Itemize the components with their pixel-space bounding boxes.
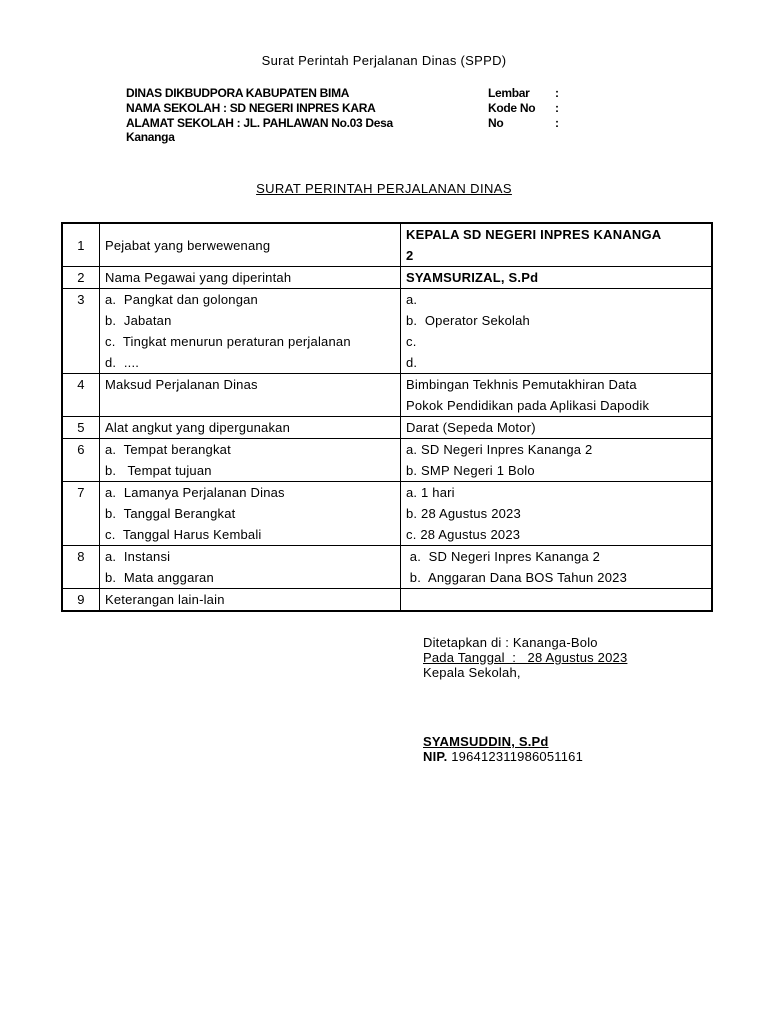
row-field-label: [100, 267, 401, 289]
signature-position: Kepala Sekolah,: [423, 665, 521, 680]
row-field-label: [100, 417, 401, 439]
row-number: 6: [62, 439, 100, 482]
table-row: [62, 589, 712, 612]
lembar-label: Lembar: [488, 86, 530, 100]
header-school-name: NAMA SEKOLAH : SD NEGERI INPRES KARA: [126, 101, 376, 115]
field-value-line: [406, 589, 706, 610]
row-field-value: [401, 267, 713, 289]
row-field-value: [401, 482, 713, 546]
field-label-line: Keterangan lain-lain: [105, 592, 225, 607]
field-value-line: KEPALA SD NEGERI INPRES KANANGA: [406, 227, 662, 242]
sppd-table: [61, 222, 713, 612]
document-title: Surat Perintah Perjalanan Dinas (SPPD): [261, 53, 507, 68]
row-field-value: [401, 439, 713, 482]
row-field-value: [401, 546, 713, 589]
table-row: [62, 289, 712, 374]
field-label-line: a. Instansi: [105, 549, 171, 564]
row-field-label: [100, 374, 401, 417]
row-number: 8: [62, 546, 100, 589]
field-label-line: Nama Pegawai yang diperintah: [105, 270, 292, 285]
field-label-line: b. Mata anggaran: [105, 570, 214, 585]
nip-label: NIP.: [423, 749, 448, 764]
field-value-line: Bimbingan Tekhnis Pemutakhiran Data: [406, 377, 637, 392]
table-row: [62, 223, 712, 267]
row-field-value: [401, 223, 713, 267]
row-field-label: [100, 223, 401, 267]
row-number: 2: [62, 267, 100, 289]
field-label-line: a. Pangkat dan golongan: [105, 292, 258, 307]
field-value-line: b. Anggaran Dana BOS Tahun 2023: [406, 570, 628, 585]
signatory-name: SYAMSUDDIN, S.Pd: [423, 734, 549, 749]
row-field-label: [100, 439, 401, 482]
field-label-line: a. Lamanya Perjalanan Dinas: [105, 485, 285, 500]
row-number: 4: [62, 374, 100, 417]
table-row: [62, 417, 712, 439]
field-value-line: a. SD Negeri Inpres Kananga 2: [406, 442, 593, 457]
table-row: [62, 374, 712, 417]
field-value-line: Pokok Pendidikan pada Aplikasi Dapodik: [406, 398, 650, 413]
field-label-line: d. ....: [105, 355, 140, 370]
field-label-line: Maksud Perjalanan Dinas: [105, 377, 258, 392]
table-row: [62, 546, 712, 589]
row-field-label: [100, 289, 401, 374]
field-value-line: Darat (Sepeda Motor): [406, 420, 536, 435]
field-label-line: c. Tanggal Harus Kembali: [105, 527, 262, 542]
no-label: No: [488, 116, 504, 130]
field-value-line: c. 28 Agustus 2023: [406, 527, 521, 542]
row-number: 1: [62, 223, 100, 267]
field-value-line: d.: [406, 355, 418, 370]
field-label-line: Pejabat yang berwewenang: [105, 237, 271, 253]
lembar-colon: :: [555, 86, 559, 100]
kode-no-colon: :: [555, 101, 559, 115]
nip-value: 196412311986051161: [447, 749, 584, 764]
field-value-line: a. SD Negeri Inpres Kananga 2: [406, 549, 601, 564]
header-agency: DINAS DIKBUDPORA KABUPATEN BIMA: [126, 86, 350, 100]
field-value-line: b. SMP Negeri 1 Bolo: [406, 463, 535, 478]
header-school-address-cont: Kananga: [126, 130, 175, 144]
signature-place: Ditetapkan di : Kananga-Bolo: [423, 635, 598, 650]
row-field-label: [100, 482, 401, 546]
table-row: [62, 267, 712, 289]
row-number: 5: [62, 417, 100, 439]
row-number: 3: [62, 289, 100, 374]
row-field-value: [401, 417, 713, 439]
row-field-value: [401, 374, 713, 417]
header-school-address: ALAMAT SEKOLAH : JL. PAHLAWAN No.03 Desa: [126, 116, 393, 130]
field-value-line: b. 28 Agustus 2023: [406, 506, 521, 521]
field-value-line: b. Operator Sekolah: [406, 313, 530, 328]
row-field-value: [401, 289, 713, 374]
field-value-line: c.: [406, 334, 417, 349]
field-label-line: b. Tanggal Berangkat: [105, 506, 236, 521]
kode-no-label: Kode No: [488, 101, 536, 115]
field-value-line: SYAMSURIZAL, S.Pd: [406, 270, 539, 285]
section-subtitle: SURAT PERINTAH PERJALANAN DINAS: [256, 181, 512, 196]
signature-date: Pada Tanggal : 28 Agustus 2023: [423, 650, 628, 665]
row-number: 9: [62, 589, 100, 612]
field-label-line: c. Tingkat menurun peraturan perjalanan: [105, 334, 351, 349]
no-colon: :: [555, 116, 559, 130]
field-label-line: a. Tempat berangkat: [105, 442, 231, 457]
table-row: [62, 482, 712, 546]
row-number: 7: [62, 482, 100, 546]
field-value-line: a. 1 hari: [406, 485, 455, 500]
row-field-value: [401, 589, 713, 612]
field-label-line: b. Jabatan: [105, 313, 172, 328]
row-field-label: [100, 546, 401, 589]
table-row: [62, 439, 712, 482]
field-value-line: a.: [406, 292, 418, 307]
field-label-line: Alat angkut yang dipergunakan: [105, 420, 291, 435]
signatory-nip: [423, 749, 583, 764]
field-label-line: b. Tempat tujuan: [105, 463, 212, 478]
row-field-label: [100, 589, 401, 612]
field-value-line: 2: [406, 248, 414, 263]
